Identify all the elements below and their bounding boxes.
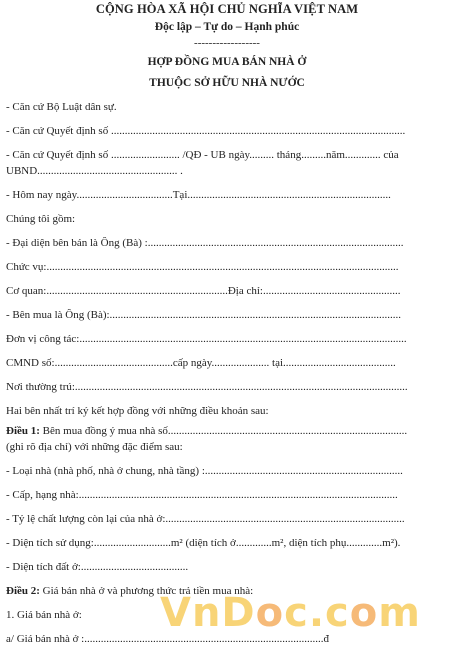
article-2-label: Điều 2: [6, 585, 40, 597]
seller-position: Chức vụ:................................................................................................................................ [6, 261, 399, 273]
date-place-line: - Hôm nay ngày...................................Tại.......................................................................... [6, 189, 391, 201]
parties-heading: Chúng tôi gồm: [6, 213, 76, 225]
basis-decision-detail: - Căn cứ Quyết định số ......................... /QĐ - UB ngày......... tháng.........năm............. của [6, 149, 399, 161]
agreement-statement: Hai bên nhất trí ký kết hợp đồng với những điều khoản sau: [6, 405, 269, 417]
motto: Độc lập – Tự do – Hạnh phúc [154, 21, 300, 33]
buyer-workplace: Đơn vị công tác:....................................................................................................................... [6, 333, 407, 345]
usable-area: - Diện tích sử dụng:............................m² (diện tích ở.............m², diện tích phụ.............m²). [6, 537, 401, 549]
header-separator: ------------------ [194, 37, 260, 49]
house-grade: - Cấp, hạng nhà:.................................................................................................................... [6, 489, 398, 501]
document-title: HỢP ĐỒNG MUA BÁN NHÀ Ở [147, 56, 307, 68]
sale-price-line: a/ Giá bán nhà ở :.......................................................................................đ [6, 633, 329, 645]
seller-representative: - Đại diện bên bán là Ông (Bà) :............................................................................................. [6, 237, 404, 249]
basis-civil-code: - Căn cứ Bộ Luật dân sự. [6, 101, 117, 113]
national-title: CỘNG HÒA XÃ HỘI CHỦ NGHĨA VIỆT NAM [95, 2, 359, 16]
sale-price-heading: 1. Giá bán nhà ở: [6, 609, 82, 621]
remaining-quality: - Tỷ lệ chất lượng còn lại của nhà ở:....................................................................................... [6, 513, 405, 525]
article-1-label: Điều 1: [6, 425, 40, 437]
article-1-note: (ghi rõ địa chỉ) với những đặc điểm sau: [6, 441, 183, 453]
basis-ubnd: UBND................................................... . [6, 165, 183, 177]
article-1-text: Bên mua đồng ý mua nhà số....................................................................................... [42, 425, 408, 437]
article-2-text: Giá bán nhà ở và phương thức trả tiền mua nhà: [42, 585, 254, 597]
buyer-name: - Bên mua là Ông (Bà):.......................................................................................................... [6, 309, 402, 321]
article-1 [6, 425, 438, 438]
buyer-residence: Nơi thường trú:......................................................................................................................... [6, 381, 408, 393]
document-subtitle: THUỘC SỞ HỮU NHÀ NƯỚC [149, 77, 305, 89]
vndoc-watermark-logo: VnDoc.com [160, 590, 421, 636]
house-type: - Loại nhà (nhà phố, nhà ở chung, nhà tầng) :........................................................................ [6, 465, 403, 477]
seller-agency-address: Cơ quan:..................................................................Địa chỉ:.................................................. [6, 285, 401, 297]
land-area: - Diện tích đất ở:....................................... [6, 561, 189, 573]
basis-decision: - Căn cứ Quyết định số ........................................................................................................... [6, 125, 406, 137]
buyer-id-card: CMND số:...........................................cấp ngày..................... tại......................................... [6, 357, 396, 369]
